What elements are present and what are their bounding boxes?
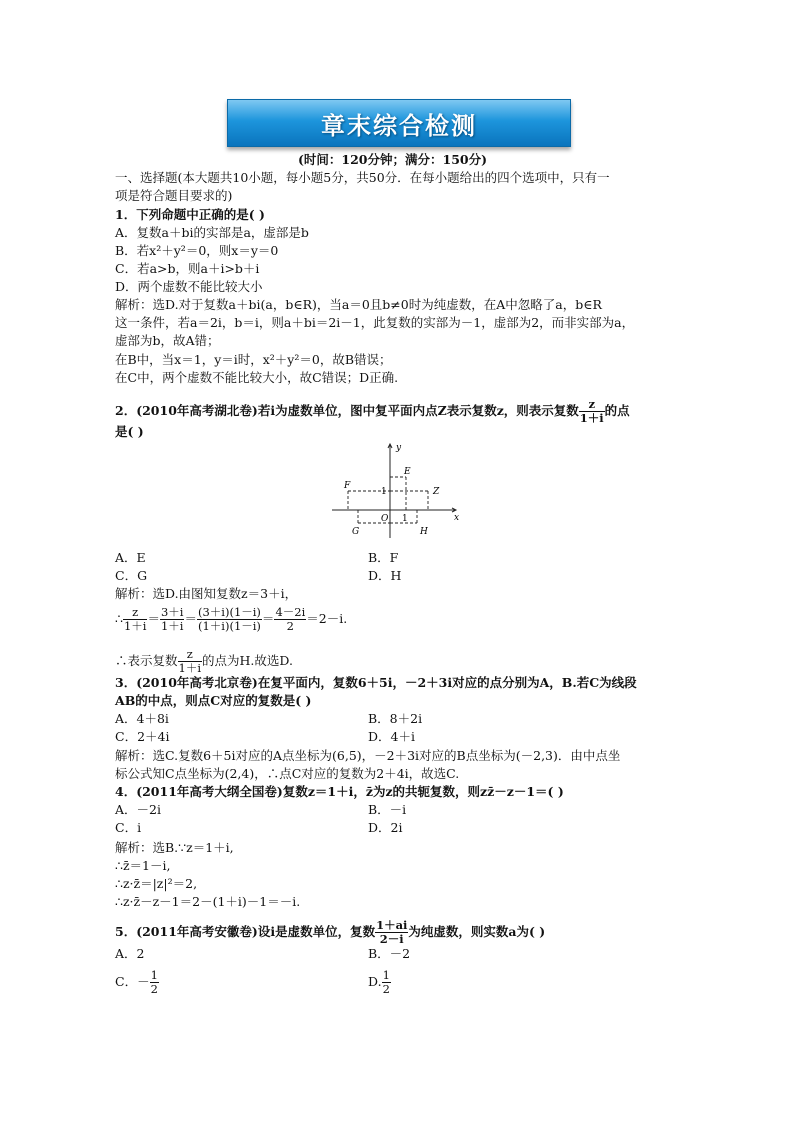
q3-stem-line2: AB的中点，则点C对应的复数是( ) [115,693,312,708]
q5-stem: 5．(2011年高考安徽卷)设i是虚数单位，复数 $\frac{1+ai}{2-i}$ 为纯虚数，则实数a为( ) [115,918,546,946]
q2-option-b: B．F [368,550,399,565]
section-heading-line1: 一、选择题(本大题共10小题，每小题5分，共50分．在每小题给出的四个选项中，只有一 [115,170,610,185]
complex-plane-figure [330,440,462,540]
q5-option-d-fraction: $\frac{1}{2}$ [382,968,390,996]
fig-point-z: Z [433,487,440,497]
q1-solution-line4: 在B中，当x＝1，y＝i时，x²＋y²＝0，故B错误； [115,352,392,367]
q4-option-d: D．2i [368,820,403,835]
q5-option-a: A．2 [115,946,145,961]
exam-info: (时间：120分钟；满分：150分) [298,152,488,167]
q4-solution-line2: ∴z̄＝1－i, [115,858,171,873]
q4-option-a: A．－2i [115,802,161,817]
q4-option-b: B．－i [368,802,407,817]
fig-origin-label: O [381,514,389,524]
fig-x-label: x [454,513,460,523]
q3-stem-line1: 3．(2010年高考北京卷)在复平面内，复数6＋5i，－2＋3i对应的点分别为A，B.若C为线段 [115,675,637,690]
q2-stem-line2: 是( ) [115,424,144,439]
q3-option-d: D．4＋i [368,729,415,744]
q2-solution-line3: ∴表示复数 $\frac{z}{1+i}$ 的点为H.故选D. [115,647,293,675]
q4-solution-line4: ∴z·z̄－z－1＝2－(1＋i)－1＝－i. [115,894,301,909]
fig-point-g: G [352,527,360,537]
q4-solution-line3: ∴z·z̄＝|z|²＝2, [115,876,198,891]
q4-option-c: C．i [115,820,142,835]
q2-solution-line1: 解析：选D.由图知复数z＝3＋i， [115,586,298,601]
q1-option-c: C．若a>b，则a＋i>b＋i [115,261,260,276]
q3-option-a: A．4＋8i [115,711,169,726]
q4-stem: 4．(2011年高考大纲全国卷)复数z＝1＋i，z̄为z的共轭复数，则zz̄－z－1＝( ) [115,784,564,799]
fig-y-unit: 1 [381,487,387,497]
q5-option-b: B．－2 [368,946,411,961]
q3-solution-line1: 解析：选C.复数6＋5i对应的A点坐标为(6,5)，－2＋3i对应的B点坐标为(－2,3)．由中点坐 [115,748,621,763]
chapter-title: 章末综合检测 [321,111,477,140]
fig-point-f: F [344,481,351,491]
q1-solution-line5: 在C中，两个虚数不能比较大小，故C错误；D正确. [115,370,399,385]
q1-solution-line1: 解析：选D.对于复数a＋bi(a，b∈R)，当a＝0且b≠0时为纯虚数，在A中忽略了a，b∈R [115,297,602,312]
fig-point-e: E [404,467,411,477]
q2-stem: 2．(2010年高考湖北卷)若i为虚数单位，图中复平面内点Z表示复数z，则表示复数 $\frac{z}{1+i}$ 的点 [115,397,630,425]
section-heading-line2: 项是符合题目要求的) [115,188,233,203]
q2-stem-fraction: $\frac{z}{1+i}$ [579,397,604,425]
q3-solution-line2: 标公式知C点坐标为(2,4)，∴点C对应的复数为2＋4i，故选C. [115,766,460,781]
q2-option-c: C．G [115,568,148,583]
q1-solution-line2: 这一条件，若a＝2i，b＝i，则a＋bi＝2i－1，此复数的实部为－1，虚部为2，而非实部为a， [115,315,635,330]
q1-option-d: D．两个虚数不能比较大小 [115,279,263,294]
chapter-title-banner [227,99,571,147]
q5-stem-fraction: $\frac{1+ai}{2-i}$ [376,918,408,946]
q1-solution-line3: 虚部为b，故A错； [115,333,220,348]
q1-option-a: A．复数a＋bi的实部是a，虚部是b [115,225,309,240]
fig-y-label: y [396,443,402,453]
q4-solution-line1: 解析：选B.∵z＝1＋i, [115,840,234,855]
q1-option-b: B．若x²＋y²＝0，则x＝y＝0 [115,243,279,258]
q2-option-d: D．H [368,568,402,583]
q1-stem: 1．下列命题中正确的是( ) [115,207,265,222]
q5-option-c: C．－ $\frac{1}{2}$ [115,968,158,996]
q5-option-c-fraction: $\frac{1}{2}$ [150,968,158,996]
q5-option-d: D. $\frac{1}{2}$ [368,968,390,996]
q3-option-b: B．8＋2i [368,711,423,726]
fig-x-unit: 1 [402,514,408,524]
q2-option-a: A．E [115,550,146,565]
q2-solution-line2: ∴ $\frac{z}{1+i}$ ＝ $\frac{3+i}{1+i}$ ＝ $\frac{(3+i)(1-i)}{(1+i)(1-i)}$ ＝ $\frac{4-2i}{2}$ ＝2－i. [115,605,348,633]
fig-point-h: H [420,527,428,537]
q3-option-c: C．2＋4i [115,729,170,744]
